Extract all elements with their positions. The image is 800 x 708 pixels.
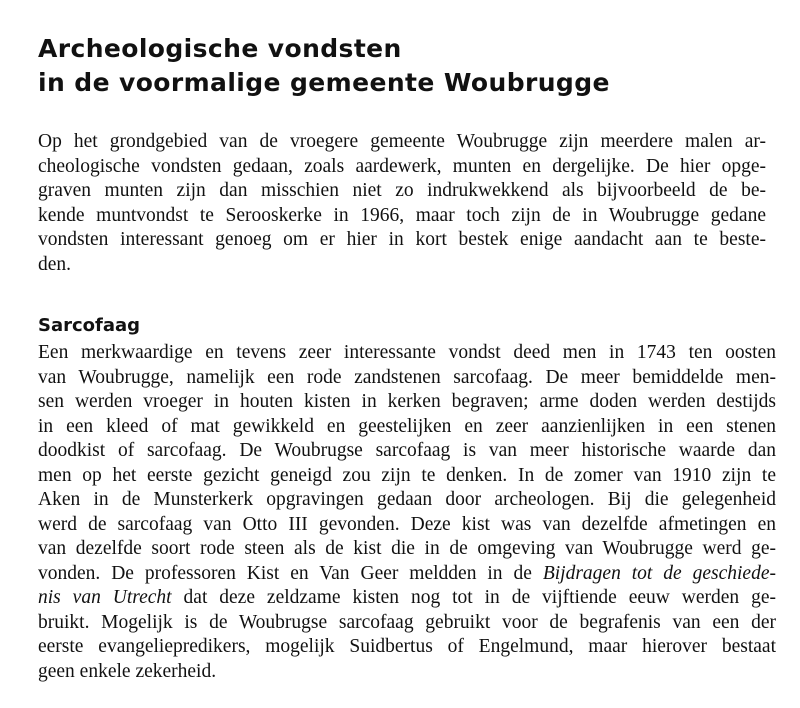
page-title — [38, 32, 610, 100]
text-line: graven munten zijn dan misschien niet zo indrukwekkend als bijvoorbeeld de be- — [38, 180, 766, 201]
title-line: Archeologische vondsten — [38, 34, 402, 63]
text-line: cheologische vondsten gedaan, zoals aardewerk, munten en dergelijke. De hier opge- — [38, 155, 766, 177]
text-line: Aken in de Munsterkerk opgravingen gedaan door archeologen. Bij die gelegenheid — [38, 489, 776, 510]
text-line: doodkist of sarcofaag. De Woubrugse sarcofaag is van meer historische waarde dan — [38, 440, 776, 461]
text-line: sen werden vroeger in houten kisten in kerken begraven; arme doden werden destijds — [38, 391, 776, 412]
text-line: Een merkwaardige en tevens zeer interessante vondst deed men in 1743 ten oosten — [38, 342, 776, 363]
section-paragraph — [38, 341, 776, 684]
text-line: werd de sarcofaag van Otto III gevonden. Deze kist was van dezelfde afmetingen en — [38, 513, 776, 535]
text-line: vondsten interessant genoeg om er hier in kort bestek enige aandacht aan te beste- — [38, 229, 766, 250]
text-run: dat deze zeldzame kisten nog tot in de vijftiende eeuw werden ge- — [171, 587, 776, 608]
text-line: geen enkele zekerheid. — [38, 660, 217, 682]
section-heading: Sarcofaag — [38, 315, 141, 336]
text-line: bruikt. Mogelijk is de Woubrugse sarcofaag gebruikt voor de begrafenis van een der — [38, 611, 776, 633]
text-line: van Woubrugge, namelijk een rode zandstenen sarcofaag. De meer bemiddelde men- — [38, 366, 776, 388]
text-line: eerste evangeliepredikers, mogelijk Suidbertus of Engelmund, maar hierover bestaat — [38, 636, 776, 657]
text-line: den. — [38, 253, 72, 275]
text-line — [38, 562, 776, 587]
text-line: Op het grondgebied van de vroegere gemeente Woubrugge zijn meerdere malen ar- — [38, 131, 766, 152]
text-line: in een kleed of mat gewikkeld en geestelijken en zeer aanzienlijken in een stenen — [38, 415, 776, 437]
text-run: vonden. De professoren Kist en Van Geer meldden in de — [38, 562, 543, 584]
title-line: in de voormalige gemeente Woubrugge — [38, 68, 610, 97]
journal-title: nis van Utrecht — [38, 587, 172, 608]
intro-paragraph — [38, 130, 766, 277]
text-line — [38, 586, 776, 611]
journal-title: Bijdragen tot de geschiede- — [542, 562, 776, 584]
text-line: men op het eerste gezicht geneigd zou zijn te denken. In de zomer van 1910 zijn te — [38, 464, 776, 486]
text-line: kende muntvondst te Serooskerke in 1966, maar toch zijn de in Woubrugge gedane — [38, 204, 766, 226]
text-line: van dezelfde soort rode steen als de kist die in de omgeving van Woubrugge werd ge- — [38, 538, 776, 559]
